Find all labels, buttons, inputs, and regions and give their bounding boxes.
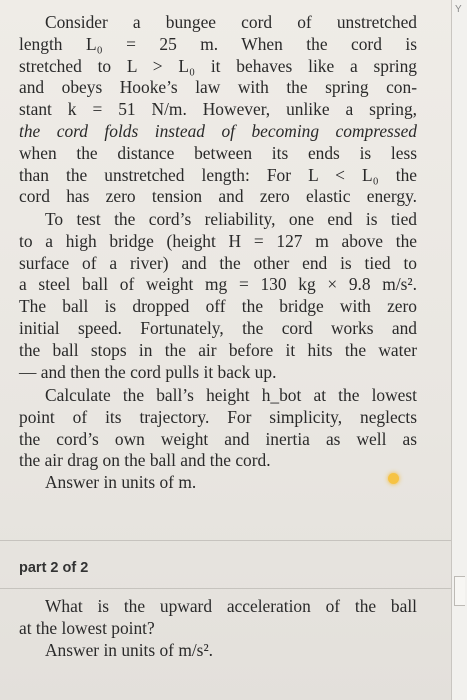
- intro-line-7: when the distance between its ends is less: [19, 142, 417, 163]
- setup-line-6: initial speed. Fortunately, the cord works and: [19, 317, 417, 338]
- edge-text: Y: [455, 4, 462, 15]
- intro-line-1: Consider a bungee cord of unstretched: [45, 12, 417, 32]
- answer-box-edge[interactable]: [454, 576, 465, 606]
- intro-line-2: length L₀ = 25 m. When the cord is: [19, 33, 417, 54]
- cursor-highlight-dot: [388, 473, 399, 484]
- intro-line-5: stant k = 51 N/m. However, unlike a spring,: [19, 99, 417, 120]
- setup-line-5: The ball is dropped off the bridge with zero: [19, 296, 417, 317]
- setup-line-4: a steel ball of weight mg = 130 kg × 9.8 m/s².: [19, 274, 417, 295]
- section-divider-top: [0, 540, 452, 541]
- task-line-2: point of its trajectory. For simplicity, neglects: [19, 406, 417, 427]
- problem-paragraph-setup: [19, 209, 417, 383]
- part2-question-line-1: What is the upward acceleration of the ball: [45, 596, 417, 616]
- problem-paragraph-task: [19, 385, 417, 494]
- part-2-label: part 2 of 2: [19, 560, 89, 576]
- task-line-3: the cord’s own weight and inertia as well as: [19, 428, 417, 449]
- part2-question: [19, 596, 417, 661]
- intro-line-6: the cord folds instead of becoming compressed: [19, 120, 417, 141]
- intro-line-4: and obeys Hooke’s law with the spring con-: [19, 77, 417, 98]
- adjacent-panel-edge: [451, 0, 467, 700]
- part2-question-line-2: at the lowest point?: [19, 617, 155, 638]
- task-line-4: the air drag on the ball and the cord.: [19, 450, 271, 471]
- intro-line-8: than the unstretched length: For L < L₀ the: [19, 164, 417, 185]
- setup-line-3: surface of a river) and the other end is tied to: [19, 252, 417, 273]
- setup-line-2: to a high bridge (height H = 127 m above the: [19, 230, 417, 251]
- task-line-1: Calculate the ball’s height h_bot at the lowest: [45, 385, 417, 405]
- part1-answer-units: Answer in units of m.: [45, 472, 197, 493]
- setup-line-1: To test the cord’s reliability, one end is tied: [45, 209, 417, 229]
- intro-line-9: cord has zero tension and zero elastic energy.: [19, 186, 417, 207]
- part2-answer-units: Answer in units of m/s².: [45, 639, 214, 660]
- section-divider-bottom: [0, 588, 452, 589]
- problem-paragraph-intro: [19, 12, 417, 208]
- setup-line-7: the ball stops in the air before it hits the water: [19, 339, 417, 360]
- setup-line-8: — and then the cord pulls it back up.: [19, 361, 277, 382]
- intro-line-3: stretched to L > L₀ it behaves like a spring: [19, 55, 417, 76]
